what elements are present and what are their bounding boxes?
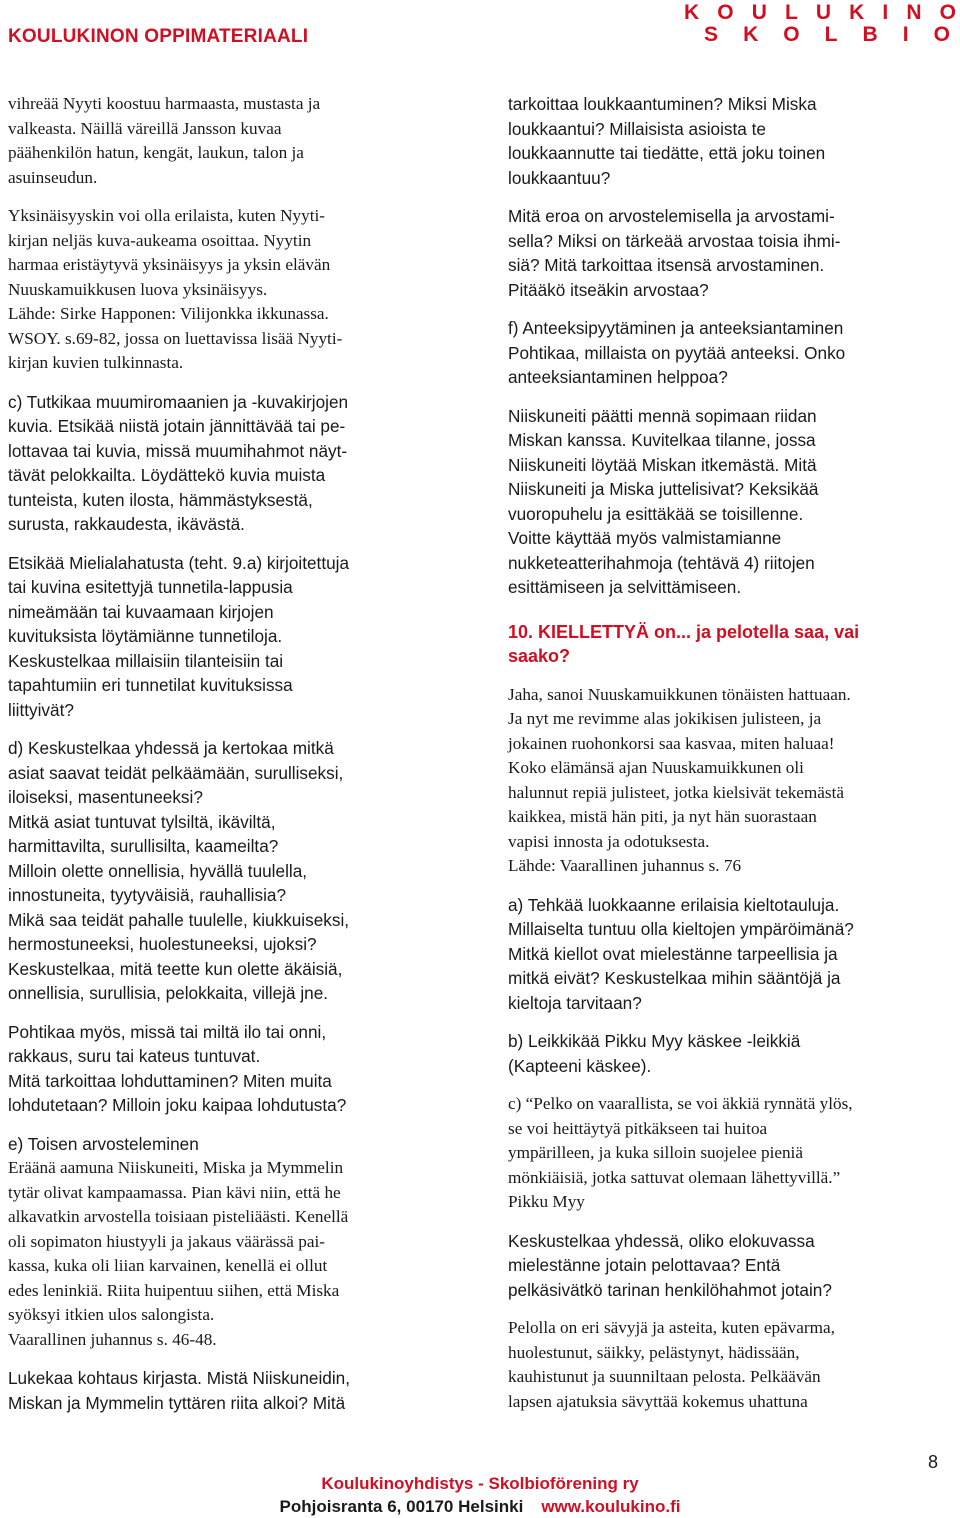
text-line: saako? xyxy=(508,646,571,666)
right-column xyxy=(508,92,940,1428)
text-line: tytär olivat kampaamassa. Pian kävi niin, että he xyxy=(8,1182,341,1202)
text-line: Miskan kanssa. Kuvitelkaa tilanne, jossa xyxy=(508,430,816,450)
text-line: surusta, rakkaudesta, ikävästä. xyxy=(8,514,245,534)
text-line: Koko elämänsä ajan Nuuskamuikkunen oli xyxy=(508,758,804,777)
text-line: loukkaantuu? xyxy=(508,167,611,188)
text-line: ympärilleen, ja kuka silloin suojelee pieniä xyxy=(508,1143,803,1162)
text-line: tai kuvina esitettyjä tunnetila-lappusia xyxy=(8,577,293,597)
text-line: Niiskuneiti löytää Miskan itkemästä. Mitä xyxy=(508,454,817,475)
paragraph xyxy=(8,1020,436,1118)
text-line: a) Tehkää luokkaanne erilaisia kieltotauluja. xyxy=(508,894,840,915)
text-line: mielestänne jotain pelottavaa? Entä xyxy=(508,1255,781,1275)
text-line: alkavatkin arvostella toisiaan pisteliäästi. Kenellä xyxy=(8,1207,349,1226)
text-line: päähenkilön hatun, kengät, laukun, talon ja xyxy=(8,143,304,162)
text-line: hermostuneeksi, huolestuneeksi, ujoksi? xyxy=(8,934,317,954)
paragraph xyxy=(508,893,940,1016)
text-line: Pelolla on eri sävyjä ja asteita, kuten epävarma, xyxy=(508,1318,835,1337)
paragraph xyxy=(8,1132,436,1157)
text-line: Lukekaa kohtaus kirjasta. Mistä Niiskuneidin, xyxy=(8,1368,351,1388)
logo-letter: N xyxy=(906,1,922,24)
text-line: Eräänä aamuna Niiskuneiti, Miska ja Mymmelin xyxy=(8,1158,344,1177)
text-line: Miskan ja Mymmelin tyttären riita alkoi? Mitä xyxy=(8,1392,346,1413)
text-line: tunteista, kuten ilosta, hämmästyksestä, xyxy=(8,489,313,510)
text-line: kieltoja tarvitaan? xyxy=(508,992,642,1013)
paragraph xyxy=(508,316,940,390)
footer-address: Pohjoisranta 6, 00170 Helsinki xyxy=(279,1497,524,1516)
text-line: rakkaus, suru tai kateus tuntuvat. xyxy=(8,1046,261,1066)
paragraph xyxy=(508,92,940,190)
text-line: Mitkä asiat tuntuvat tylsiltä, ikäviltä, xyxy=(8,811,276,832)
text-line: vuoropuhelu ja esittäkää se toisillenne. xyxy=(508,503,804,524)
logo-letter: I xyxy=(882,1,889,24)
text-line: Millaiselta tuntuu olla kieltojen ympäröimänä? xyxy=(508,919,854,939)
logo-letter: O xyxy=(939,1,956,24)
text-line: 10. KIELLETTYÄ on... ja pelotella saa, vai xyxy=(508,621,860,642)
text-line: d) Keskustelkaa yhdessä ja kertokaa mitkä xyxy=(8,738,334,758)
paragraph xyxy=(508,1092,940,1215)
text-line: innostuneita, tyytyväisiä, rauhallisia? xyxy=(8,885,287,905)
text-line: Voitte käyttää myös valmistamianne xyxy=(508,528,782,548)
text-line: c) Tutkikaa muumiromaanien ja -kuvakirjojen xyxy=(8,391,349,412)
text-line: onnellisia, surullisia, pelokkaita, villejä jne. xyxy=(8,983,329,1003)
text-line: kirjan kuvien tulkinnasta. xyxy=(8,353,184,372)
koulukino-logo xyxy=(684,2,956,46)
text-line: Niiskuneiti päätti mennä sopimaan riidan xyxy=(508,405,817,426)
footer-organization: Koulukinoyhdistys - Skolbioförening ry xyxy=(321,1474,639,1493)
text-line: oli sopimaton hiustyyli ja jakaus väärässä pai- xyxy=(8,1231,325,1251)
text-line: loukkaantui? Millaisista asioista te xyxy=(508,118,766,139)
footer-website-link[interactable]: www.koulukino.fi xyxy=(541,1497,681,1516)
page-number: 8 xyxy=(928,1452,939,1472)
text-line: Pohtikaa myös, missä tai miltä ilo tai onni, xyxy=(8,1021,327,1042)
text-line: lapsen ajatuksia sävyttää kokemus uhattuna xyxy=(508,1391,808,1411)
logo-letter: B xyxy=(862,23,878,46)
text-line: nukketeatterihahmoja (tehtävä 4) riitojen xyxy=(508,552,815,573)
text-line: Pohtikaa, millaista on pyytää anteeksi. Onko xyxy=(508,342,846,363)
text-line: se voi heittäytyä pitkäkseen tai huitoa xyxy=(508,1118,768,1138)
text-line: tapahtumiin eri tunnetilat kuvituksissa xyxy=(8,675,293,695)
paragraph xyxy=(8,1156,436,1352)
paragraph xyxy=(8,204,436,376)
text-line: Pitääkö itseäkin arvostaa? xyxy=(508,279,709,300)
text-line: kassa, kuka oli liian karvainen, kenellä ei ollut xyxy=(8,1256,328,1275)
section-heading xyxy=(508,620,940,669)
logo-letter: L xyxy=(784,1,798,24)
text-line: f) Anteeksipyytäminen ja anteeksiantaminen xyxy=(508,318,844,338)
text-line: harmaa eristäytyvä yksinäisyys ja yksin elävän xyxy=(8,255,331,274)
logo-row-koulukino xyxy=(684,2,956,24)
text-line: Nuuskamuikkusen luova yksinäisyys. xyxy=(8,279,268,299)
text-line: e) Toisen arvosteleminen xyxy=(8,1133,199,1154)
text-line: kuvia. Etsikää niistä jotain jännittävää tai pe- xyxy=(8,416,346,436)
text-line: c) “Pelko on vaarallista, se voi äkkiä rynnätä ylös, xyxy=(508,1094,853,1113)
text-line: Mitä eroa on arvostelemisella ja arvostami- xyxy=(508,206,835,226)
text-line: anteeksiantaminen helppoa? xyxy=(508,367,728,387)
text-line: Mikä saa teidät pahalle tuulelle, kiukkuiseksi, xyxy=(8,909,350,930)
text-line: Pikku Myy xyxy=(508,1192,585,1211)
text-line: syöksyi itkien ulos salongista. xyxy=(8,1305,215,1324)
text-line: edes leninkiä. Riita huipentuu siihen, että Miska xyxy=(8,1280,340,1300)
paragraph xyxy=(508,204,940,302)
paragraph xyxy=(508,1029,940,1078)
text-line: valkeasta. Näillä väreillä Jansson kuvaa xyxy=(8,118,282,138)
logo-letter: U xyxy=(751,1,767,24)
text-line: liittyivät? xyxy=(8,699,74,720)
logo-letter: K xyxy=(684,1,700,24)
logo-letter: K xyxy=(743,23,759,46)
text-line: pelkäsivätkö tarinan henkilöhahmot jotain? xyxy=(508,1279,832,1300)
logo-row-skolbio xyxy=(684,24,956,46)
paragraph xyxy=(8,736,436,1006)
text-line: vapisi innosta ja odotuksesta. xyxy=(508,831,710,851)
text-line: asiat saavat teidät pelkäämään, surulliseksi, xyxy=(8,762,344,783)
text-line: Keskustelkaa millaisiin tilanteisiin tai xyxy=(8,650,284,671)
left-column xyxy=(8,92,436,1429)
text-line: siä? Mitä tarkoittaa itsensä arvostaminen. xyxy=(508,255,825,275)
text-line: Niiskuneiti ja Miska juttelisivat? Keksikää xyxy=(508,479,819,499)
footer-contact xyxy=(0,1497,960,1517)
text-line: Mitkä kiellot ovat mielestänne tarpeellisia ja xyxy=(508,943,838,964)
text-line: iloiseksi, masentuneeksi? xyxy=(8,787,203,807)
logo-letter: K xyxy=(849,1,865,24)
text-line: b) Leikkikää Pikku Myy käskee -leikkiä xyxy=(508,1031,801,1051)
text-line: kirjan neljäs kuva-aukeama osoittaa. Nyytin xyxy=(8,230,312,250)
text-line: lottavaa tai kuvia, missä muumihahmot näyt- xyxy=(8,440,348,461)
text-line: Lähde: Sirke Happonen: Vilijonkka ikkunassa. xyxy=(8,304,329,323)
text-line: sella? Miksi on tärkeää arvostaa toisia ihmi- xyxy=(508,230,841,251)
logo-letter: U xyxy=(815,1,832,24)
text-line: esittämiseen ja selvittämiseen. xyxy=(508,577,742,597)
text-line: Keskustelkaa, mitä teette kun olette äkäisiä, xyxy=(8,958,343,979)
paragraph xyxy=(8,551,436,723)
text-line: vihreää Nyyti koostuu harmaasta, mustasta ja xyxy=(8,94,321,113)
text-line: Mitä tarkoittaa lohduttaminen? Miten muita xyxy=(8,1070,332,1091)
text-line: tävät pelokkailta. Löydättekö kuvia muista xyxy=(8,465,326,485)
logo-letter: O xyxy=(933,23,950,46)
paragraph xyxy=(508,404,940,600)
logo-letter: S xyxy=(704,23,719,46)
paragraph xyxy=(508,1229,940,1303)
text-line: huolestunut, säikky, pelästynyt, hädissään, xyxy=(508,1342,800,1362)
text-line: Vaarallinen juhannus s. 46-48. xyxy=(8,1329,217,1349)
text-line: tarkoittaa loukkaantuminen? Miksi Miska xyxy=(508,94,817,114)
text-line: WSOY. s.69-82, jossa on luettavissa lisää Nyyti- xyxy=(8,328,343,348)
text-line: mitkä eivät? Keskustelkaa mihin sääntöjä ja xyxy=(508,968,841,988)
text-line: asuinseudun. xyxy=(8,167,98,187)
text-line: harmittavilta, surullisilta, kaameilta? xyxy=(8,836,279,856)
paragraph xyxy=(508,683,940,879)
logo-letter: O xyxy=(717,1,734,24)
paragraph xyxy=(508,1316,940,1414)
text-line: lohdutetaan? Milloin joku kaipaa lohdutusta? xyxy=(8,1095,347,1115)
text-line: kuvituksista löytämiänne tunnetiloja. xyxy=(8,626,283,646)
text-line: halunnut repiä julisteet, jotka kielsivät tekemästä xyxy=(508,782,845,802)
paragraph xyxy=(8,1366,436,1415)
text-line: loukkaannutte tai tiedätte, että joku toinen xyxy=(508,143,826,163)
logo-letter: I xyxy=(902,23,909,46)
text-line: Jaha, sanoi Nuuskamuikkunen tönäisten hattuaan. xyxy=(508,684,851,704)
paragraph xyxy=(8,92,436,190)
logo-letter: L xyxy=(824,23,838,46)
text-line: kauhistunut ja suunniltaan pelosta. Pelkäävän xyxy=(508,1367,821,1386)
text-line: (Kapteeni käskee). xyxy=(508,1055,652,1076)
paragraph xyxy=(8,390,436,537)
text-line: Lähde: Vaarallinen juhannus s. 76 xyxy=(508,856,742,875)
text-line: Etsikää Mielialahatusta (teht. 9.a) kirjoitettuja xyxy=(8,552,350,573)
text-line: kaikkea, mistä hän piti, ja nyt hän suorastaan xyxy=(508,807,817,826)
text-line: jokainen ruohonkorsi saa kasvaa, miten haluaa! xyxy=(508,733,835,753)
logo-letter: O xyxy=(783,23,800,46)
text-line: Milloin olette onnellisia, hyvällä tuulella, xyxy=(8,860,308,881)
text-line: Keskustelkaa yhdessä, oliko elokuvassa xyxy=(508,1230,815,1251)
text-line: nimeämään tai kuvaamaan kirjojen xyxy=(8,601,274,622)
text-line: Ja nyt me revimme alas jokikisen julisteen, ja xyxy=(508,709,822,728)
text-line: mönkiäisiä, jotka sattuvat olemaan lähettyvillä.” xyxy=(508,1167,841,1187)
text-line: Yksinäisyyskin voi olla erilaista, kuten Nyyti- xyxy=(8,206,325,225)
document-header-title: KOULUKINON OPPIMATERIAALI xyxy=(8,26,309,47)
